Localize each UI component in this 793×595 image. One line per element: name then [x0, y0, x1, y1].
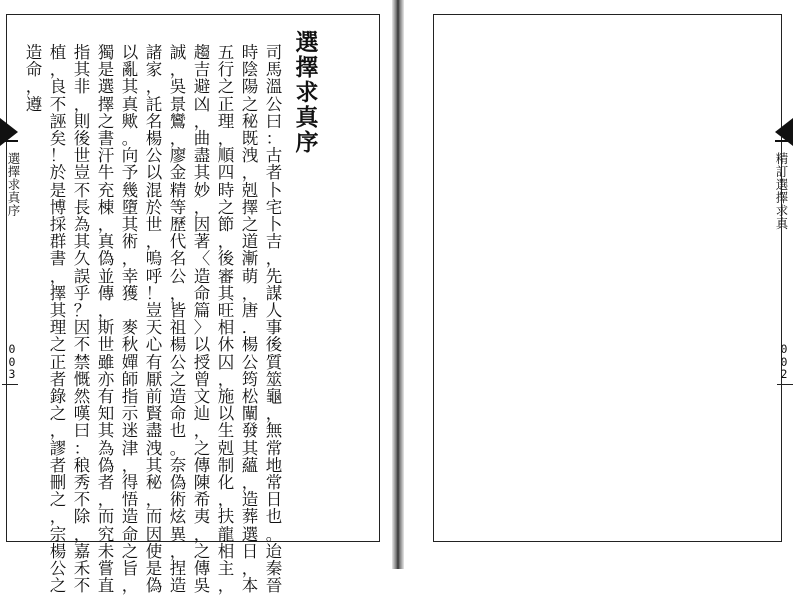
left-tab-marker	[0, 118, 18, 146]
text-column: 五 行 之 正 理 ， 順 四 時 之 節 ， 後 審 其 旺 相 休 囚 ， 施 以 生 剋 制 化 ， 扶 龍 相 主 ，	[217, 43, 235, 595]
right-running-head: 精 訂 選 擇 求 真	[775, 151, 789, 231]
book-binding	[392, 0, 404, 569]
left-page-number: 0 0 3	[8, 342, 16, 381]
left-tab-rule	[0, 140, 18, 142]
page-title: 選 擇 求 真 序	[295, 29, 319, 156]
left-folio-rule	[2, 384, 18, 385]
text-column: 時 陰 陽 之 秘 既 洩 ， 剋 擇 之 道 漸 萌 ， 唐 ． 楊 公 筠 松 闡 發 其 蘊 ， 造 葬 選 日 ， 本	[241, 43, 259, 595]
text-column: 造 命 ， 遵	[25, 43, 43, 114]
right-page-frame	[433, 14, 782, 542]
text-column: 諸 家 ， 託 名 楊 公 以 混 於 世 ， 嗚 呼 ！ 豈 天 心 有 厭 前 賢 盡 洩 其 秘 ， 而 因 使 是 偽	[145, 43, 163, 595]
text-column: 植 ， 良 不 誣 矣 ！ 於 是 博 採 群 書 ， 擇 其 理 之 正 者 錄 之 ， 謬 者 刪 之 ， 宗 楊 公 之	[49, 43, 67, 595]
text-column: 以 亂 其 真 歟 。 向 予 幾 墮 其 術 ， 幸 獲 麥 秋 嬋 師 指 示 迷 津 ， 得 悟 造 命 之 旨 ，	[121, 43, 139, 595]
right-tab-rule	[775, 140, 793, 142]
text-column: 指 其 非 ， 則 後 世 豈 不 長 為 其 久 誤 乎 ？ 因 不 禁 慨 然 嘆 曰 ： 稂 秀 不 除 ， 嘉 禾 不	[73, 43, 91, 595]
left-running-head: 選 擇 求 真 序	[7, 151, 21, 218]
text-column: 獨 是 選 擇 之 書 汗 牛 充 棟 ， 真 偽 並 傳 ， 斯 世 雖 亦 有 知 其 為 偽 者 ， 而 究 未 嘗 直	[97, 43, 115, 595]
right-folio-rule	[777, 384, 793, 385]
text-column: 趨 吉 避 凶 ， 曲 盡 其 妙 ， 因 著 〈 造 命 篇 〉 以 授 曾 文 辿 ， 之 傳 陳 希 夷 ， 之 傳 吳	[193, 43, 211, 595]
right-tab-marker	[775, 118, 793, 146]
text-column: 誠 ， 吳 景 鸞 ， 廖 金 精 等 歷 代 名 公 ， 皆 祖 楊 公 之 造 命 也 。 奈 偽 術 炫 異 ， 捏 造	[169, 43, 187, 595]
text-column: 司 馬 溫 公 曰 ： 古 者 卜 宅 卜 吉 ， 先 謀 人 事 後 質 筮 龜 ， 無 常 地 常 日 也 。 迨 秦 晉	[265, 43, 283, 595]
right-page-number: 0 0 2	[780, 342, 788, 381]
